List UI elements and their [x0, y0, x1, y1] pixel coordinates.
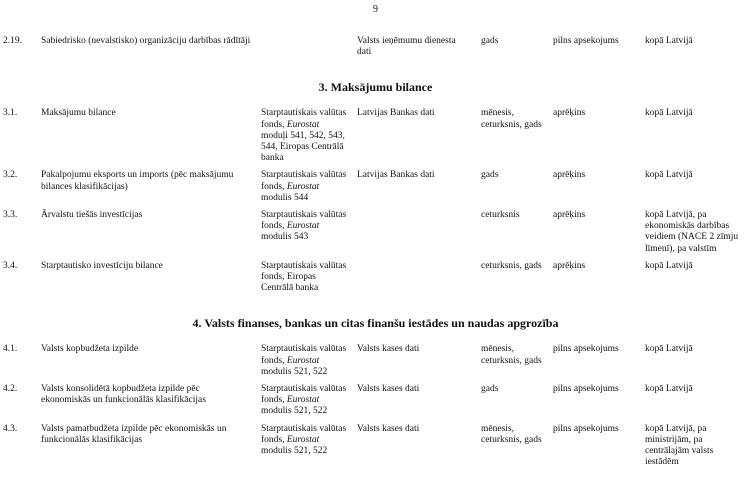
international-orgs-cell — [261, 170, 357, 204]
method-cell: pilns apsekojums — [553, 36, 619, 46]
indicator-name-cell: Valsts kopbudžeta izpilde — [41, 344, 139, 355]
orgs-text-italic: Eurostat — [286, 119, 320, 130]
orgs-text: moduļi 541, 542, 543, 544, Eiropas Centrālā banka — [261, 130, 345, 164]
orgs-text: modulis 521, 522 — [261, 406, 328, 417]
orgs-text: Starptautiskais valūtas fonds, — [261, 170, 347, 192]
orgs-text: Starptautiskais valūtas fonds, Eiropas Centrālā banka — [261, 260, 347, 294]
orgs-text: Starptautiskais valūtas fonds, — [261, 210, 347, 232]
orgs-text-italic: Eurostat — [286, 181, 320, 192]
row-number-cell: 4.3. — [3, 423, 18, 434]
orgs-text: Starptautiskais valūtas fonds, — [261, 423, 347, 445]
orgs-text: modulis 544 — [261, 192, 309, 203]
coverage-cell: kopā Latvijā — [645, 36, 693, 46]
international-orgs-cell — [261, 210, 357, 255]
orgs-text: Starptautiskais valūtas fonds, — [261, 108, 347, 130]
indicator-name-cell: Maksājumu bilance — [41, 108, 116, 119]
international-orgs-cell — [261, 36, 357, 58]
coverage-cell: kopā Latvijā, pa ekonomiskās darbības veidiem (NACE 2 zīmju līmenī), pa valstīm — [645, 210, 739, 254]
data-source-cell: Valsts kases dati — [357, 384, 420, 395]
table-row — [3, 170, 748, 204]
row-number-cell: 3.4. — [3, 260, 18, 271]
indicator-name-cell: Valsts konsolidētā kopbudžeta izpilde pēc ekonomiskās un funkcionālās klasifikācijas — [41, 384, 206, 406]
indicator-name-cell: Valsts pamatbudžeta izpilde pēc ekonomiskās un funkcionālās klasifikācijas — [41, 423, 227, 445]
indicator-name-cell: Ārvalstu tiešās investīcijas — [41, 210, 143, 221]
international-orgs-cell — [261, 384, 357, 418]
method-cell: pilns apsekojums — [553, 344, 619, 355]
periodicity-cell: gads — [481, 170, 499, 181]
table-row — [3, 108, 748, 164]
method-cell: aprēķins — [553, 170, 586, 181]
coverage-cell: kopā Latvijā — [645, 384, 693, 395]
periodicity-cell: mēnesis, ceturksnis, gads — [481, 108, 542, 130]
coverage-cell: kopā Latvijā — [645, 344, 693, 355]
periodicity-cell: gads — [481, 36, 499, 46]
coverage-cell: kopā Latvijā — [645, 108, 693, 119]
orgs-text: modulis 543 — [261, 232, 309, 243]
international-orgs-cell — [261, 108, 357, 164]
data-source-cell: Valsts kases dati — [357, 344, 420, 355]
periodicity-cell: ceturksnis — [481, 210, 520, 221]
periodicity-cell: mēnesis, ceturksnis, gads — [481, 344, 542, 366]
row-number-cell: 4.2. — [3, 384, 18, 395]
coverage-cell: kopā Latvijā, pa ministrijām, pa centrālajām valsts iestādēm — [645, 423, 714, 468]
table-row — [3, 344, 748, 378]
international-orgs-cell — [261, 424, 357, 469]
data-source-cell: Valsts ieņēmumu dienesta dati — [357, 36, 456, 58]
method-cell: aprēķins — [553, 210, 586, 221]
orgs-text: Starptautiskais valūtas fonds, — [261, 344, 347, 366]
row-number-cell: 2.19. — [3, 36, 22, 46]
data-source-cell: Latvijas Bankas dati — [357, 108, 435, 119]
table-row — [3, 424, 748, 469]
orgs-text: modulis 521, 522 — [261, 366, 328, 377]
table-row — [3, 384, 748, 418]
indicator-name-cell: Starptautisko investīciju bilance — [41, 260, 163, 271]
section-title: 4. Valsts finanses, bankas un citas finanšu iestādes un naudas apgrozība — [192, 316, 559, 331]
indicator-name-cell: Pakalpojumu eksports un imports (pēc maksājumu bilances klasifikācijas) — [41, 170, 234, 192]
indicator-name-cell: Sabiedrisko (nevalstisko) organizāciju darbības rādītāji — [41, 36, 251, 46]
row-number-cell: 3.1. — [3, 108, 18, 119]
method-cell: pilns apsekojums — [553, 384, 619, 395]
table-row — [3, 261, 748, 295]
row-number-cell: 4.1. — [3, 344, 18, 355]
method-cell: aprēķins — [553, 260, 586, 271]
orgs-text: modulis 521, 522 — [261, 446, 328, 457]
periodicity-cell: mēnesis, ceturksnis, gads — [481, 423, 542, 445]
data-source-cell: Valsts kases dati — [357, 423, 420, 434]
statistics-table — [3, 36, 748, 468]
orgs-text-italic: Eurostat — [286, 434, 320, 445]
table-row — [3, 210, 748, 255]
periodicity-cell: ceturksnis, gads — [481, 260, 542, 271]
section-title: 3. Maksājumu bilance — [318, 80, 433, 95]
data-source-cell — [357, 210, 481, 255]
international-orgs-cell — [261, 344, 357, 378]
data-source-cell — [357, 261, 481, 295]
orgs-text-italic: Eurostat — [286, 221, 320, 232]
table-row — [3, 36, 748, 58]
orgs-text-italic: Eurostat — [286, 395, 320, 406]
orgs-text: Starptautiskais valūtas fonds, — [261, 384, 347, 406]
method-cell: aprēķins — [553, 108, 586, 119]
row-number-cell: 3.3. — [3, 210, 18, 221]
row-number-cell: 3.2. — [3, 170, 18, 181]
coverage-cell: kopā Latvijā — [645, 260, 693, 271]
method-cell: pilns apsekojums — [553, 423, 619, 434]
international-orgs-cell — [261, 261, 357, 295]
data-source-cell: Latvijas Bankas dati — [357, 170, 435, 181]
periodicity-cell: gads — [481, 384, 499, 395]
coverage-cell: kopā Latvijā — [645, 170, 693, 181]
orgs-text-italic: Eurostat — [286, 355, 320, 366]
page-number: 9 — [373, 4, 378, 15]
